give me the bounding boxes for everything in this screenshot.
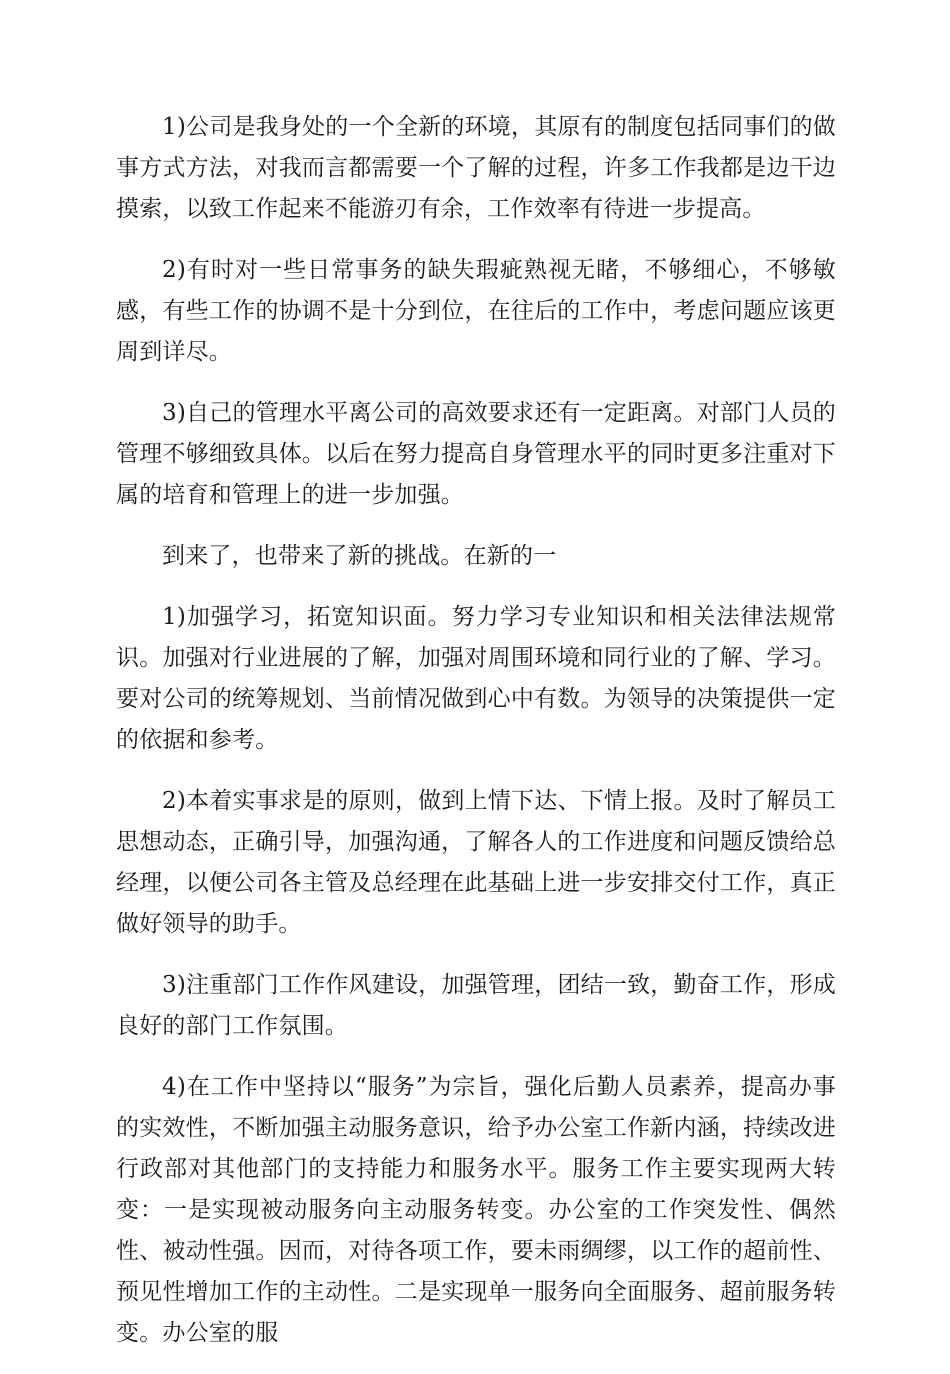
paragraph-1: 1)公司是我身处的一个全新的环境，其原有的制度包括同事们的做事方式方法，对我而言都需要一个了解的过程，许多工作我都是边干边摸索，以致工作起来不能游刃有余，工作效率有待进一步提高。 <box>116 114 836 222</box>
paragraph-5: 1)加强学习，拓宽知识面。努力学习专业知识和相关法律法规常识。加强对行业进展的了解，加强对周围环境和同行业的了解、学习。要对公司的统筹规划、当前情况做到心中有数。为领导的决策提供一定的依据和参考。 <box>116 604 836 753</box>
document-body <box>116 107 836 1374</box>
paragraph-4: 到来了，也带来了新的挑战。在新的一 <box>162 543 557 569</box>
paragraph-3: 3)自己的管理水平离公司的高效要求还有一定距离。对部门人员的管理不够细致具体。以后在努力提高自身管理水平的同时更多注重对下属的培育和管理上的进一步加强。 <box>116 400 836 508</box>
paragraph-8: 4)在工作中坚持以“服务”为宗旨，强化后勤人员素养，提高办事的实效性，不断加强主动服务意识，给予办公室工作新内涵，持续改进行政部对其他部门的支持能力和服务水平。服务工作主要实现两大转变：一是实现被动服务向主动服务转变。办公室的工作突发性、偶然性、被动性强。因而，对待各项工作，要未雨绸缪，以工作的超前性、预见性增加工作的主动性。二是实现单一服务向全面服务、超前服务转变。办公室的服 <box>116 1074 836 1346</box>
paragraph-7: 3)注重部门工作作风建设，加强管理，团结一致，勤奋工作，形成良好的部门工作氛围。 <box>116 972 836 1039</box>
paragraph-6: 2)本着实事求是的原则，做到上情下达、下情上报。及时了解员工思想动态，正确引导，加强沟通，了解各人的工作进度和问题反馈给总经理，以便公司各主管及总经理在此基础上进一步安排交付工作，真正做好领导的助手。 <box>116 788 836 937</box>
paragraph-2: 2)有时对一些日常事务的缺失瑕疵熟视无睹，不够细心，不够敏感，有些工作的协调不是十分到位，在往后的工作中，考虑问题应该更周到详尽。 <box>116 257 836 365</box>
